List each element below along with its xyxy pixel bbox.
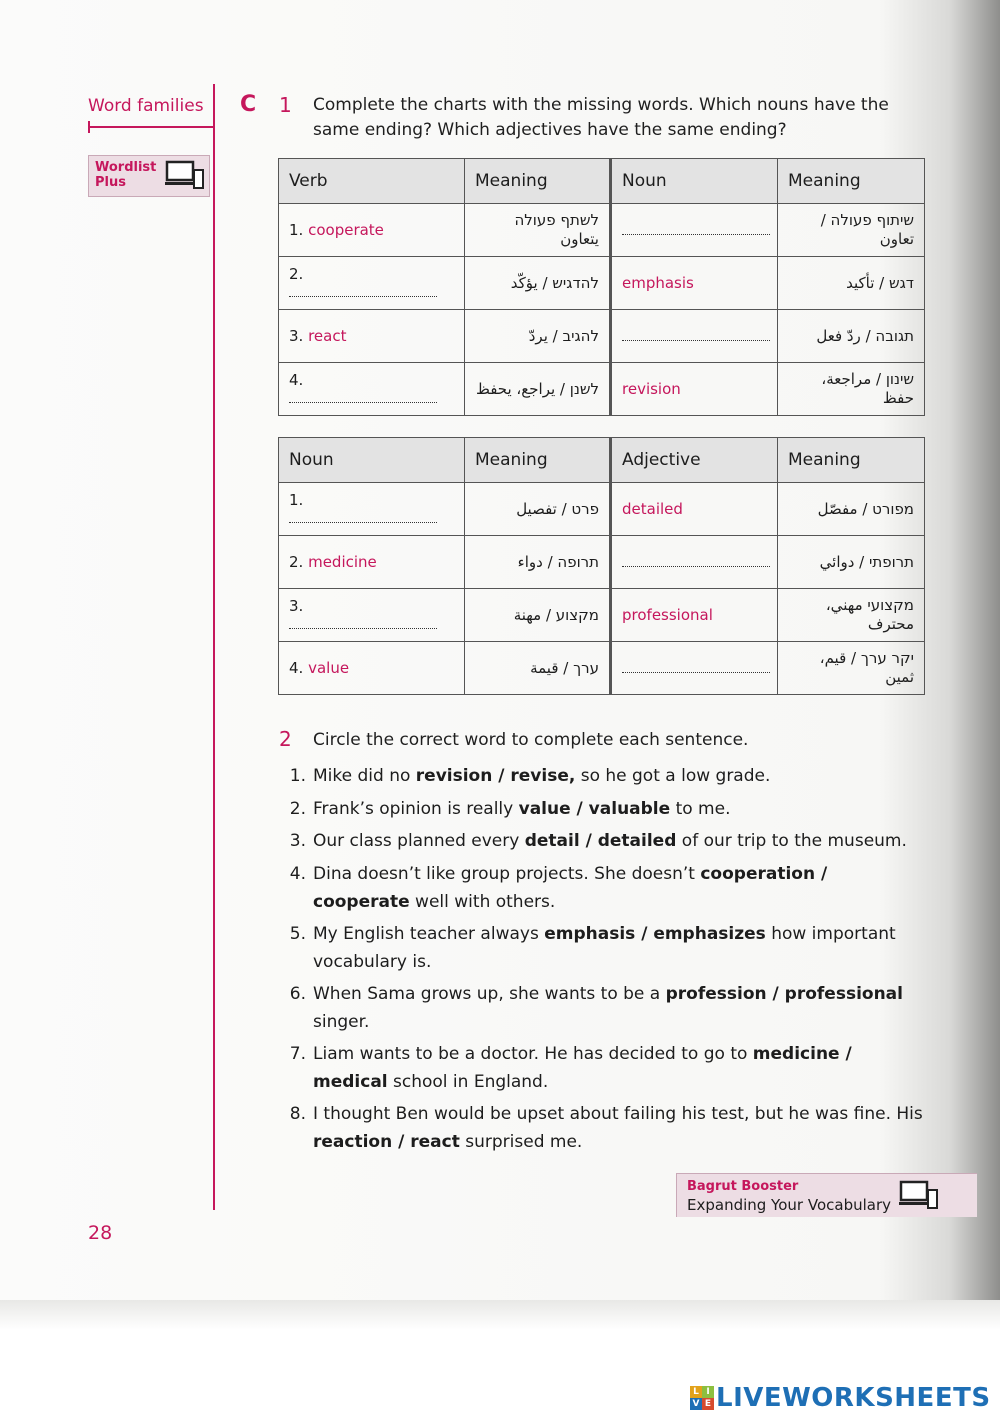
liveworksheets-logo [690, 1386, 714, 1410]
adjective-meaning: יקר ערך / قيم، ثمين [778, 642, 925, 695]
sentence-number: 2. [289, 799, 306, 819]
row-number: 2. [289, 553, 304, 571]
verb-word: react [308, 327, 347, 345]
section-title-underline [88, 126, 214, 128]
page-edge-shadow [0, 1300, 1000, 1330]
chart-header-row [279, 159, 925, 204]
laptop-phone-icon [165, 160, 205, 190]
header-meaning: Meaning [778, 159, 925, 204]
word-choice[interactable]: medicine / medical [313, 1044, 852, 1092]
row-number: 3. [289, 327, 304, 345]
table-row [279, 483, 925, 536]
row-number: 1. [289, 221, 304, 239]
logo-letter: L [690, 1386, 702, 1398]
word-choice[interactable]: reaction / react [313, 1132, 460, 1152]
sentence-text: singer. [313, 1012, 370, 1032]
wordlist-plus-badge[interactable] [88, 155, 210, 197]
laptop-phone-icon [899, 1180, 939, 1210]
section-letter: C [240, 92, 257, 117]
table-row [279, 257, 925, 310]
row-number: 3. [289, 597, 304, 615]
liveworksheets-watermark[interactable] [690, 1382, 991, 1414]
sentence-number: 7. [289, 1044, 306, 1064]
noun-meaning: מקצוע / مهنة [465, 589, 611, 642]
noun-word: value [308, 659, 350, 677]
noun-word: medicine [308, 553, 377, 571]
verb-blank[interactable] [289, 286, 437, 297]
noun-meaning: ערך / قيمة [465, 642, 611, 695]
sentence-number: 8. [289, 1104, 306, 1124]
logo-letter: V [690, 1398, 702, 1410]
noun-meaning: תרופה / دواء [465, 536, 611, 589]
booster-title: Bagrut Booster [687, 1179, 799, 1194]
noun-blank[interactable] [289, 512, 437, 523]
noun-word: revision [622, 380, 681, 398]
header-adjective: Adjective [611, 438, 778, 483]
table-row [279, 642, 925, 695]
section-title: Word families [88, 96, 204, 116]
noun-adjective-chart [278, 437, 925, 695]
word-choice[interactable]: emphasis / emphasizes [544, 924, 766, 944]
adjective-meaning: מפורט / مفصّل [778, 483, 925, 536]
word-choice[interactable]: value / valuable [518, 799, 671, 819]
sentence-number: 5. [289, 924, 306, 944]
margin-divider [213, 84, 215, 1210]
sentence-text: of our trip to the museum. [676, 831, 907, 851]
bagrut-booster-badge[interactable] [676, 1173, 977, 1217]
row-number: 4. [289, 659, 304, 677]
exercise-2-number: 2 [279, 727, 292, 751]
noun-meaning: תגובה / ردّ فعل [778, 310, 925, 363]
sentence-text: Liam wants to be a doctor. He has decided to go to [313, 1044, 753, 1064]
exercise-1-instruction: Complete the charts with the missing words. Which nouns have the same ending? Which adjectives have the same ending? [313, 95, 889, 140]
row-number: 4. [289, 371, 304, 389]
noun-word: emphasis [622, 274, 694, 292]
verb-meaning: לשתף פעולה يتعاون [465, 204, 611, 257]
sentence-number: 6. [289, 984, 306, 1004]
noun-meaning: שינון / مراجعة، حفظ [778, 363, 925, 416]
sentence-text: Dina doesn’t like group projects. She doesn’t [313, 864, 701, 884]
sentence-text: My English teacher always [313, 924, 545, 944]
adjective-word: professional [622, 606, 713, 624]
sentence-text: school in England. [387, 1072, 549, 1092]
logo-letter: E [702, 1398, 714, 1410]
sentence-number: 4. [289, 864, 306, 884]
word-choice[interactable]: revision / revise, [415, 766, 576, 786]
booster-subtitle: Expanding Your Vocabulary [687, 1196, 891, 1214]
sentence-text: surprised me. [459, 1132, 583, 1152]
adjective-blank[interactable] [622, 556, 770, 567]
sentence-text: so he got a low grade. [575, 766, 771, 786]
adjective-meaning: מקצועי مهني، محترف [778, 589, 925, 642]
header-meaning: Meaning [778, 438, 925, 483]
exercise-2-instruction: Circle the correct word to complete each sentence. [313, 730, 749, 750]
verb-noun-chart [278, 158, 925, 416]
table-row [279, 310, 925, 363]
sentence-text: Frank’s opinion is really [313, 799, 519, 819]
table-row [279, 536, 925, 589]
page-number: 28 [88, 1222, 113, 1244]
sentence-text: well with others. [409, 892, 556, 912]
word-choice[interactable]: cooperation / cooperate [313, 864, 828, 912]
sentence-text: I thought Ben would be upset about failing his test, but he was fine. His [313, 1104, 923, 1124]
noun-blank[interactable] [289, 618, 437, 629]
sentence-text: Mike did no [313, 766, 416, 786]
table-row [279, 204, 925, 257]
logo-letter: I [702, 1386, 714, 1398]
header-noun: Noun [279, 438, 465, 483]
wordlist-plus-label: Wordlist Plus [95, 160, 157, 190]
header-meaning: Meaning [465, 438, 611, 483]
sentence-text: When Sama grows up, she wants to be a [313, 984, 666, 1004]
sentence-text: to me. [670, 799, 731, 819]
noun-blank[interactable] [622, 224, 770, 235]
sentence-text: how important vocabulary is. [313, 924, 896, 972]
liveworksheets-text: LIVEWORKSHEETS [716, 1383, 991, 1413]
header-meaning: Meaning [465, 159, 611, 204]
header-noun: Noun [611, 159, 778, 204]
adjective-meaning: תרופתי / دوائي [778, 536, 925, 589]
sentence-text: Our class planned every [313, 831, 525, 851]
noun-meaning: פרט / تفصيل [465, 483, 611, 536]
exercise-1-number: 1 [279, 93, 292, 117]
verb-meaning: לשנן / يراجع، يحفظ [465, 363, 611, 416]
word-choice[interactable]: detail / detailed [524, 831, 677, 851]
adjective-word: detailed [622, 500, 683, 518]
noun-meaning: דגש / تأكيد [778, 257, 925, 310]
verb-meaning: להגיב / يردّ [465, 310, 611, 363]
noun-meaning: שיתוף פעולה / تعاون [778, 204, 925, 257]
row-number: 1. [289, 491, 304, 509]
sentence-number: 1. [289, 766, 306, 786]
row-number: 2. [289, 265, 304, 283]
header-verb: Verb [279, 159, 465, 204]
verb-blank[interactable] [289, 392, 437, 403]
verb-word: cooperate [308, 221, 384, 239]
word-choice[interactable]: profession / professional [665, 984, 903, 1004]
sentence-number: 3. [289, 831, 306, 851]
table-row [279, 363, 925, 416]
verb-meaning: להדגיש / يؤكّد [465, 257, 611, 310]
noun-blank[interactable] [622, 330, 770, 341]
adjective-blank[interactable] [622, 662, 770, 673]
chart-header-row [279, 438, 925, 483]
table-row [279, 589, 925, 642]
